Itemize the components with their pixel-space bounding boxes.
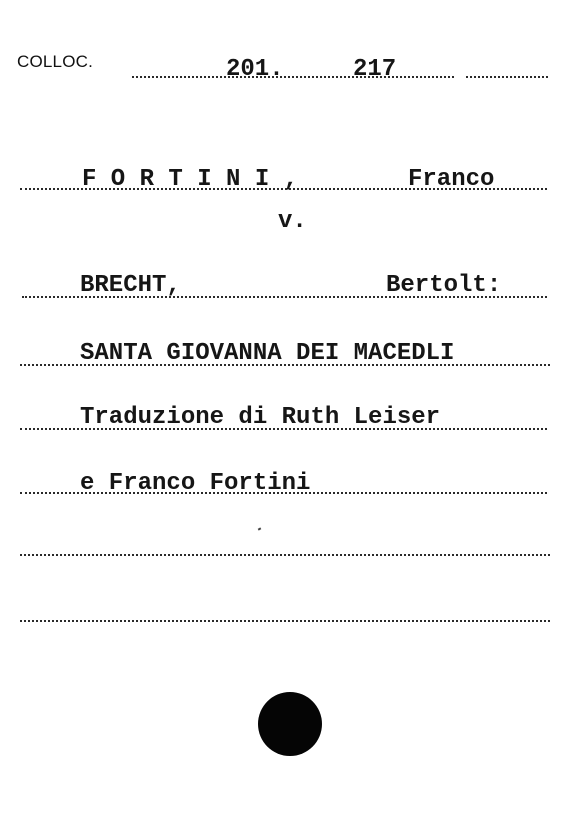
author-first-name: Franco: [408, 166, 495, 193]
see-marker: v.: [278, 208, 307, 235]
work-author-given-name: Bertolt:: [386, 272, 502, 299]
punched-hole: [258, 692, 322, 756]
work-title: SANTA GIOVANNA DEI MACEDLI: [80, 340, 455, 367]
colloc-dotted-line-end: [466, 76, 548, 78]
translation-line-1: Traduzione di Ruth Leiser: [80, 404, 441, 431]
colloc-dotted-line: [132, 76, 454, 78]
colloc-label: COLLOC.: [17, 52, 94, 71]
work-author-surname: BRECHT,: [80, 272, 181, 299]
shelf-number-1: 201.: [226, 56, 284, 83]
shelf-number-2: 217: [353, 56, 397, 83]
author-surname: F O R T I N I ,: [82, 166, 299, 193]
translation-line-2: e Franco Fortini: [80, 470, 311, 497]
blank-dotted-line-1: [20, 554, 550, 556]
blank-dotted-line-2: [20, 620, 550, 622]
ink-speck: [258, 527, 262, 530]
